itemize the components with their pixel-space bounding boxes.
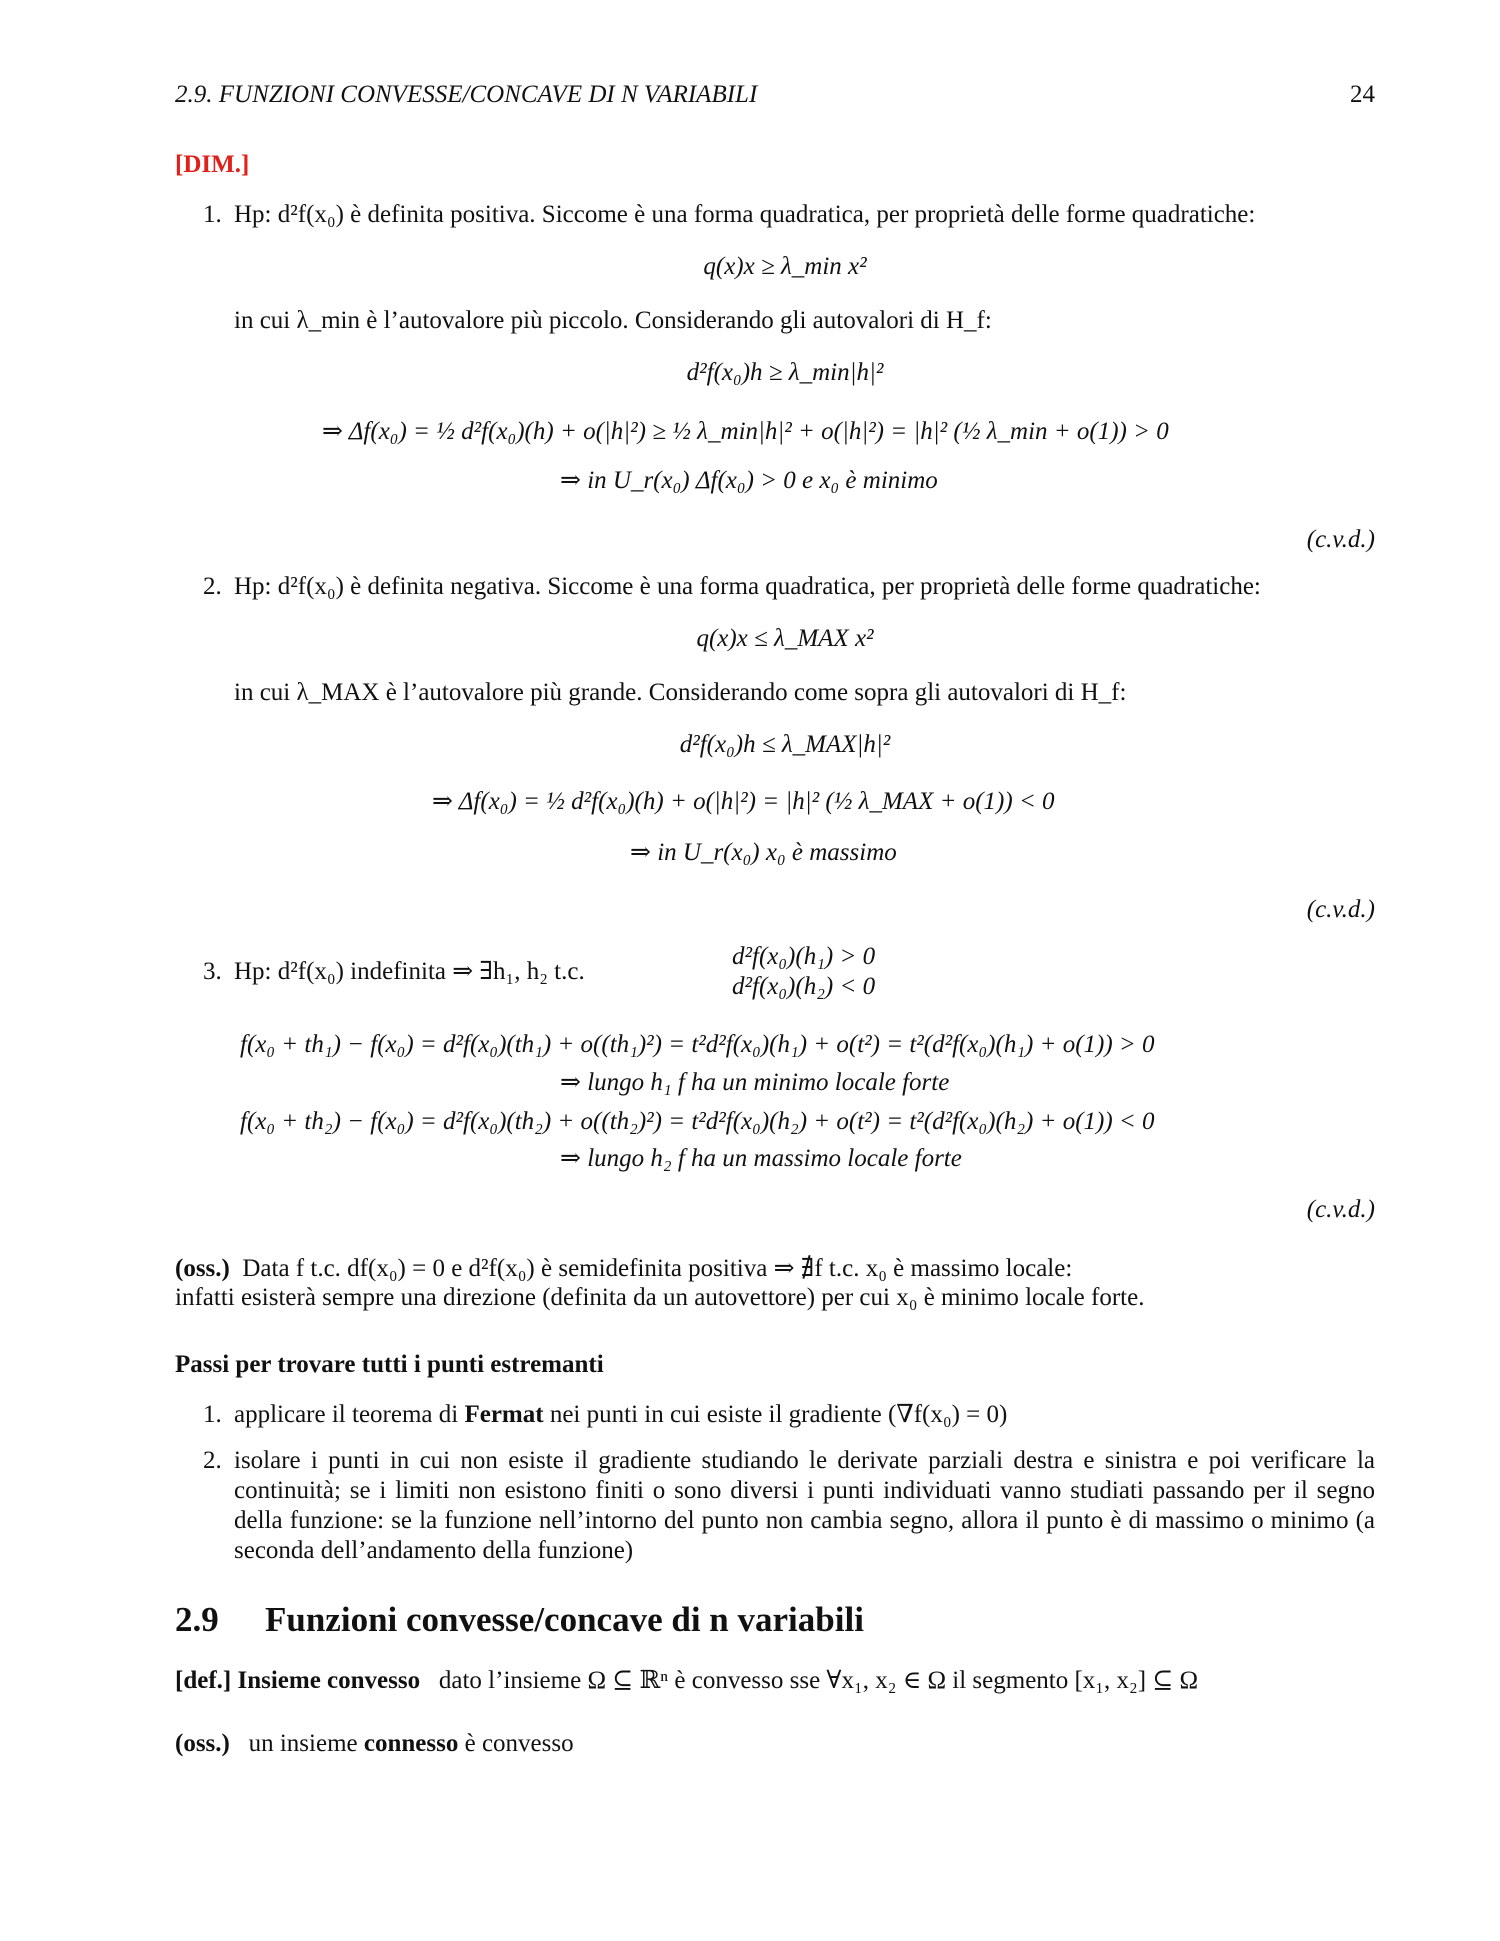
item3-qed: (c.v.d.) bbox=[1306, 1196, 1375, 1223]
item1-line2: in cui λ_min è l’autovalore più piccolo. Considerando gli autovalori di H_f: bbox=[234, 307, 992, 334]
oss2-post: è convesso bbox=[458, 1730, 574, 1757]
item2-eq3: ⇒ Δf(x₀) = ½ d²f(x₀)(h) + o(|h|²) = |h|² (½ λ_MAX + o(1)) < 0 bbox=[432, 788, 1055, 815]
steps-item1-post: nei punti in cui esiste il gradiente (∇f(x₀) = 0) bbox=[543, 1401, 1008, 1428]
running-title: 2.9. FUNZIONI CONVESSE/CONCAVE DI N VARIABILI bbox=[175, 81, 758, 108]
item2-line2: in cui λ_MAX è l’autovalore più grande. Considerando come sopra gli autovalori di H_f: bbox=[234, 679, 1127, 706]
steps-item2-number: 2. bbox=[203, 1447, 222, 1474]
oss1-text: Data f t.c. df(x₀) = 0 e d²f(x₀) è semidefinita positiva ⇒ ∄f t.c. x₀ è massimo locale: bbox=[242, 1255, 1073, 1282]
oss1-line2: infatti esisterà sempre una direzione (definita da un autovettore) per cui x₀ è minimo locale forte. bbox=[175, 1284, 1145, 1311]
item2-number: 2. bbox=[203, 573, 222, 600]
steps-item1-number: 1. bbox=[203, 1401, 222, 1428]
page-number: 24 bbox=[1350, 81, 1375, 108]
definition bbox=[175, 1666, 1198, 1696]
oss2-pre: un insieme bbox=[248, 1730, 364, 1757]
item3-number: 3. bbox=[203, 958, 222, 985]
steps-item1-pre: applicare il teorema di bbox=[234, 1401, 465, 1428]
section-title: Funzioni convesse/concave di n variabili bbox=[265, 1600, 864, 1639]
item3-eq1: f(x₀ + th₁) − f(x₀) = d²f(x₀)(th₁) + o((th₁)²) = t²d²f(x₀)(h₁) + o(t²) = t²(d²f(x₀)(h₁) + o(1)) > 0 bbox=[240, 1031, 1155, 1058]
item1-eq4: ⇒ in U_r(x₀) Δf(x₀) > 0 e x₀ è minimo bbox=[560, 467, 938, 494]
definition-text: dato l’insieme Ω ⊆ ℝⁿ è convesso sse ∀x₁, x₂ ∈ Ω il segmento [x₁, x₂] ⊆ Ω bbox=[438, 1667, 1199, 1694]
oss1-line1 bbox=[175, 1254, 1375, 1284]
steps-item1 bbox=[234, 1400, 1007, 1430]
oss2-bold: connesso bbox=[363, 1730, 459, 1757]
definition-label: [def.] bbox=[175, 1667, 232, 1694]
item2-intro: Hp: d²f(x₀) è definita negativa. Siccome è una forma quadratica, per proprietà delle forme quadratiche: bbox=[234, 573, 1261, 600]
oss2-label: (oss.) bbox=[175, 1730, 230, 1757]
item3-intro: Hp: d²f(x₀) indefinita ⇒ ∃h₁, h₂ t.c. bbox=[234, 958, 585, 985]
proof-label: [DIM.] bbox=[175, 151, 250, 178]
steps-item1-bold: Fermat bbox=[464, 1401, 544, 1428]
item2-eq2: d²f(x₀)h ≤ λ_MAX|h|² bbox=[679, 731, 891, 758]
item2-eq4: ⇒ in U_r(x₀) x₀ è massimo bbox=[630, 839, 897, 866]
item3-eq3: f(x₀ + th₂) − f(x₀) = d²f(x₀)(th₂) + o((th₂)²) = t²d²f(x₀)(h₂) + o(t²) = t²(d²f(x₀)(h₂) + o(1)) < 0 bbox=[240, 1108, 1155, 1135]
item3-cond2: d²f(x₀)(h₂) < 0 bbox=[732, 973, 876, 1000]
item2-qed: (c.v.d.) bbox=[1306, 896, 1375, 923]
item3-eq4: ⇒ lungo h₂ f ha un massimo locale forte bbox=[560, 1145, 962, 1172]
section-number: 2.9 bbox=[175, 1600, 219, 1639]
item1-number: 1. bbox=[203, 201, 222, 228]
item1-eq3: ⇒ Δf(x₀) = ½ d²f(x₀)(h) + o(|h|²) ≥ ½ λ_min|h|² + o(|h|²) = |h|² (½ λ_min + o(1)) > 0 bbox=[322, 418, 1169, 445]
item3-cond1: d²f(x₀)(h₁) > 0 bbox=[732, 943, 876, 970]
item2-eq1: q(x)x ≤ λ_MAX x² bbox=[696, 625, 874, 652]
steps-heading: Passi per trovare tutti i punti estremanti bbox=[175, 1351, 604, 1378]
item1-eq1: q(x)x ≥ λ_min x² bbox=[703, 253, 867, 280]
item1-eq2: d²f(x₀)h ≥ λ_min|h|² bbox=[686, 359, 884, 386]
item3-eq2: ⇒ lungo h₁ f ha un minimo locale forte bbox=[560, 1069, 950, 1096]
definition-term: Insieme convesso bbox=[237, 1667, 421, 1694]
item1-intro: Hp: d²f(x₀) è definita positiva. Siccome è una forma quadratica, per proprietà delle forme quadratiche: bbox=[234, 201, 1256, 228]
oss2 bbox=[175, 1729, 574, 1759]
steps-item2-text: isolare i punti in cui non esiste il gradiente studiando le derivate parziali destra e sinistra e poi verificare la continuità; se i limiti non esistono finiti o sono diversi i punti individuati vanno studiati passando per il segno della funzione: se la funzione nell’intorno del punto non cambia segno, allora il punto è di massimo o minimo (a seconda dell’andamento della funzione) bbox=[234, 1447, 1375, 1564]
item1-qed: (c.v.d.) bbox=[1306, 526, 1375, 553]
oss1-label: (oss.) bbox=[175, 1255, 230, 1282]
